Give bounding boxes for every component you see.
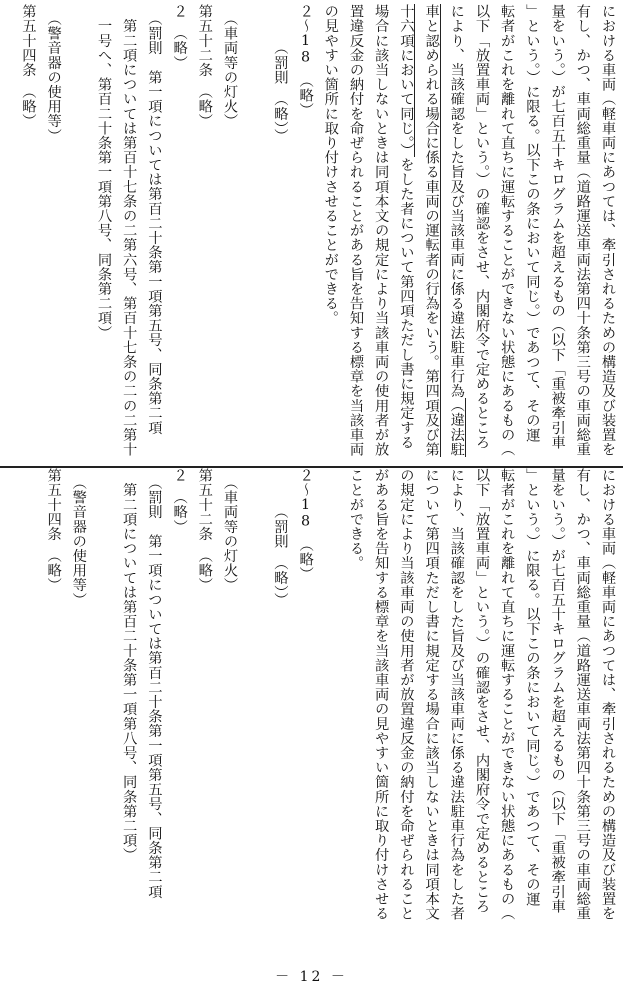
text-column: ２～18 （略）	[297, 468, 314, 582]
text-column	[69, 4, 89, 462]
text-column: 転者がこれを離れて直ちに運転することができない状態にあるもの（	[499, 468, 516, 921]
text-column: により、当該確認をした旨及び当該車両に係る違法駐車行為（違法駐	[448, 4, 465, 457]
text-column: 量をいう。）が七百五十キログラムを超えるもの（以下「重被牽引車	[549, 468, 566, 914]
text-column: （罰則 第一項については第百二十条第一項第五号、同条第二項	[146, 468, 163, 899]
text-column: について第四項ただし書に規定する場合に該当しないときは同項本文	[423, 468, 440, 921]
text-column	[245, 468, 265, 956]
text-column: により、当該確認をした旨及び当該車両に係る違法駐車行為をした者	[448, 468, 465, 921]
current-text-panel	[4, 468, 620, 960]
text-column: 第五十二条 （略）	[196, 4, 213, 129]
text-column: （車両等の灯火）	[222, 468, 238, 593]
text-column: 有し、かつ、車両総重量（道路運送車両法第四十条第三号の車両総重	[574, 468, 591, 921]
text-column: ２～18 （略）	[297, 4, 314, 118]
text-column: 量をいう。）が七百五十キログラムを超えるもの（以下「重被牽引車	[549, 4, 566, 450]
text-column: 有し、かつ、車両総重量（道路運送車両法第四十条第三号の車両総重	[574, 4, 591, 457]
amended-text-panel	[4, 4, 620, 466]
text-column: （車両等の灯火）	[222, 4, 238, 129]
text-column: 以下「放置車両」という。）の確認をさせ、内閣府令で定めるところ	[474, 4, 490, 450]
text-column: 第二項については第百二十条第一項第八号、同条第二項）	[121, 468, 138, 863]
text-column: ことができる。	[348, 468, 364, 571]
text-column: 場合に該当しないときは同項本文の規定により当該車両の使用者が放	[373, 4, 390, 457]
text-column: の見やすい箇所に取り付けさせることができる。	[322, 4, 339, 326]
page-number: － 12 －	[275, 969, 348, 985]
text-column: （警音器の使用等）	[45, 4, 62, 143]
text-column: 車と認められる場合に係る車両の運転者の行為をいう。第四項及び第	[423, 4, 440, 457]
text-column: 第五十二条 （略）	[196, 468, 213, 593]
text-column: ２ （略）	[171, 4, 188, 70]
text-column: における車両（軽車両にあつては、牽引されるための構造及び装置を	[600, 4, 616, 457]
text-column	[94, 468, 114, 956]
text-column: 」という。）に限る。以下この条において同じ。）であつて、その運	[524, 468, 541, 907]
text-column: 第二項については第百十七条の二第六号、第百十七条の二の二第十	[121, 4, 138, 457]
text-column: における車両（軽車両にあつては、牽引されるための構造及び装置を	[600, 468, 616, 921]
text-column	[245, 4, 265, 462]
text-column: （罰則 （略））	[272, 4, 289, 144]
text-column: （罰則 第一項については第百二十条第一項第五号、同条第二項	[146, 4, 163, 435]
text-column: （警音器の使用等）	[70, 468, 87, 607]
text-column: 第五十四条 （略）	[20, 4, 37, 129]
text-column: がある旨を告知する標章を当該車両の見やすい箇所に取り付けさせる	[373, 468, 390, 921]
text-column: （罰則 （略））	[272, 468, 289, 608]
text-column: 十六項において同じ。）をした者について第四項ただし書に規定する	[398, 4, 415, 450]
text-column: 」という。）に限る。以下この条において同じ。）であつて、その運	[524, 4, 541, 443]
text-column: 第五十四条 （略）	[45, 468, 62, 593]
text-column: 一号へ、第百二十条第一項第八号、同条第二項）	[96, 4, 112, 340]
text-column: 以下「放置車両」という。）の確認をさせ、内閣府令で定めるところ	[474, 468, 490, 914]
text-column	[321, 468, 341, 956]
text-column: ２ （略）	[171, 468, 188, 534]
text-column: 転者がこれを離れて直ちに運転することができない状態にあるもの（	[499, 4, 516, 457]
text-column: 置違反金の納付を命ぜられることがある旨を告知する標章を当該車両	[348, 4, 364, 457]
text-column: の規定により当該車両の使用者が放置違反金の納付を命ぜられること	[398, 468, 415, 921]
